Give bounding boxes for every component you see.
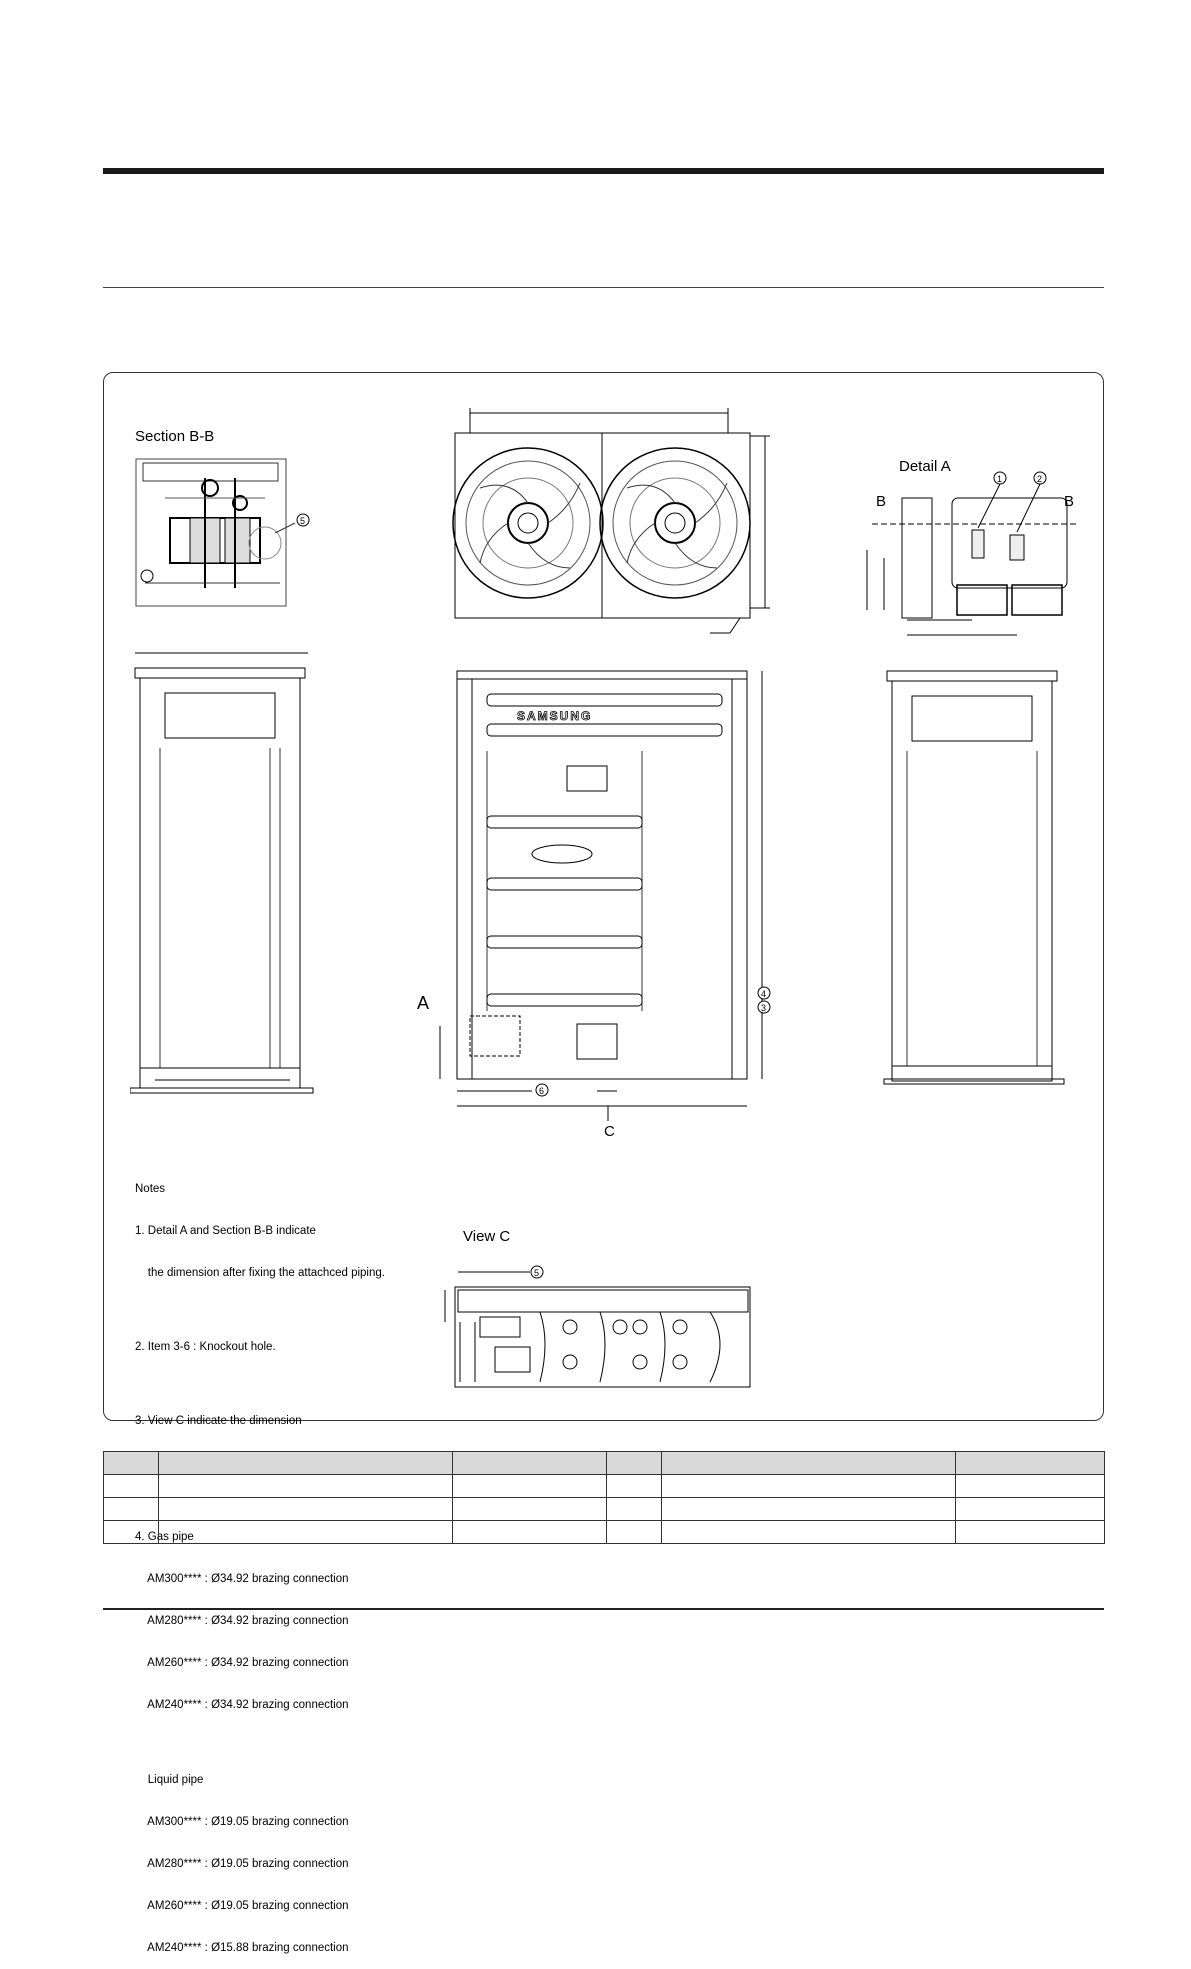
balloon-6: 6 — [539, 1086, 545, 1096]
table-row — [104, 1498, 1105, 1521]
table-cell — [104, 1452, 159, 1475]
table-cell — [607, 1452, 662, 1475]
footer-rule — [103, 1608, 1104, 1610]
callout-c: C — [604, 1123, 615, 1140]
header-rule-thick — [103, 168, 1104, 174]
note-line: AM300**** : Ø34.92 brazing connection — [135, 1573, 349, 1585]
note-line: AM260**** : Ø34.92 brazing connection — [135, 1657, 349, 1669]
notes-heading: Notes — [135, 1183, 166, 1195]
note-line: 1. Detail A and Section B-B indicate — [135, 1225, 316, 1237]
view-c-drawing — [440, 1262, 760, 1392]
note-line: AM260**** : Ø19.05 brazing connection — [135, 1900, 349, 1912]
front-view — [412, 666, 812, 1141]
table-cell — [956, 1452, 1105, 1475]
table-cell — [453, 1452, 607, 1475]
table-cell — [607, 1498, 662, 1521]
table-cell — [159, 1475, 453, 1498]
balloon-3: 3 — [761, 1003, 767, 1013]
table-cell — [104, 1475, 159, 1498]
callout-a: A — [417, 993, 430, 1013]
notes-block — [135, 1154, 385, 1969]
table-cell — [159, 1498, 453, 1521]
detail-a-drawing — [862, 470, 1092, 645]
table-cell — [159, 1452, 453, 1475]
note-line: 2. Item 3-6 : Knockout hole. — [135, 1341, 276, 1353]
left-side-view — [130, 648, 315, 1108]
note-line: AM300**** : Ø19.05 brazing connection — [135, 1816, 349, 1828]
top-view-drawing — [450, 408, 790, 638]
table-cell — [662, 1475, 956, 1498]
table-cell — [607, 1475, 662, 1498]
callout-b-right: B — [1064, 493, 1075, 510]
view-c-title: View C — [463, 1228, 511, 1245]
note-line: 4. Gas pipe — [135, 1531, 194, 1543]
table-cell — [104, 1521, 159, 1544]
table-cell — [956, 1521, 1105, 1544]
note-line: Liquid pipe — [135, 1774, 204, 1786]
balloon-5-section: 5 — [300, 516, 306, 526]
right-side-view — [882, 666, 1072, 1096]
table-header-row — [104, 1452, 1105, 1475]
note-line: 3. View C indicate the dimension — [135, 1415, 302, 1427]
table-cell — [453, 1498, 607, 1521]
parts-table — [103, 1451, 1105, 1544]
table-cell — [453, 1521, 607, 1544]
table-cell — [662, 1452, 956, 1475]
table-cell — [607, 1521, 662, 1544]
brand-logo: SAMSUNG — [517, 709, 593, 723]
table-cell — [662, 1521, 956, 1544]
note-line: the dimension after fixing the attachced piping. — [135, 1267, 385, 1279]
note-line: AM240**** : Ø15.88 brazing connection — [135, 1942, 349, 1954]
table-row — [104, 1475, 1105, 1498]
balloon-2: 2 — [1037, 474, 1043, 484]
section-bb-drawing — [135, 458, 335, 608]
note-line: AM280**** : Ø34.92 brazing connection — [135, 1615, 349, 1627]
table-cell — [159, 1521, 453, 1544]
detail-a-title: Detail A — [899, 458, 951, 475]
callout-b-left: B — [876, 493, 887, 510]
table-cell — [662, 1498, 956, 1521]
table-cell — [104, 1498, 159, 1521]
note-line: AM280**** : Ø19.05 brazing connection — [135, 1858, 349, 1870]
header-rule-thin — [103, 287, 1104, 288]
balloon-5-viewc: 5 — [534, 1268, 540, 1278]
table-cell — [956, 1498, 1105, 1521]
balloon-1: 1 — [997, 474, 1003, 484]
table-cell — [453, 1475, 607, 1498]
section-bb-title: Section B-B — [135, 428, 215, 445]
balloon-4: 4 — [761, 989, 767, 999]
table-cell — [956, 1475, 1105, 1498]
table-row — [104, 1521, 1105, 1544]
note-line: AM240**** : Ø34.92 brazing connection — [135, 1699, 349, 1711]
